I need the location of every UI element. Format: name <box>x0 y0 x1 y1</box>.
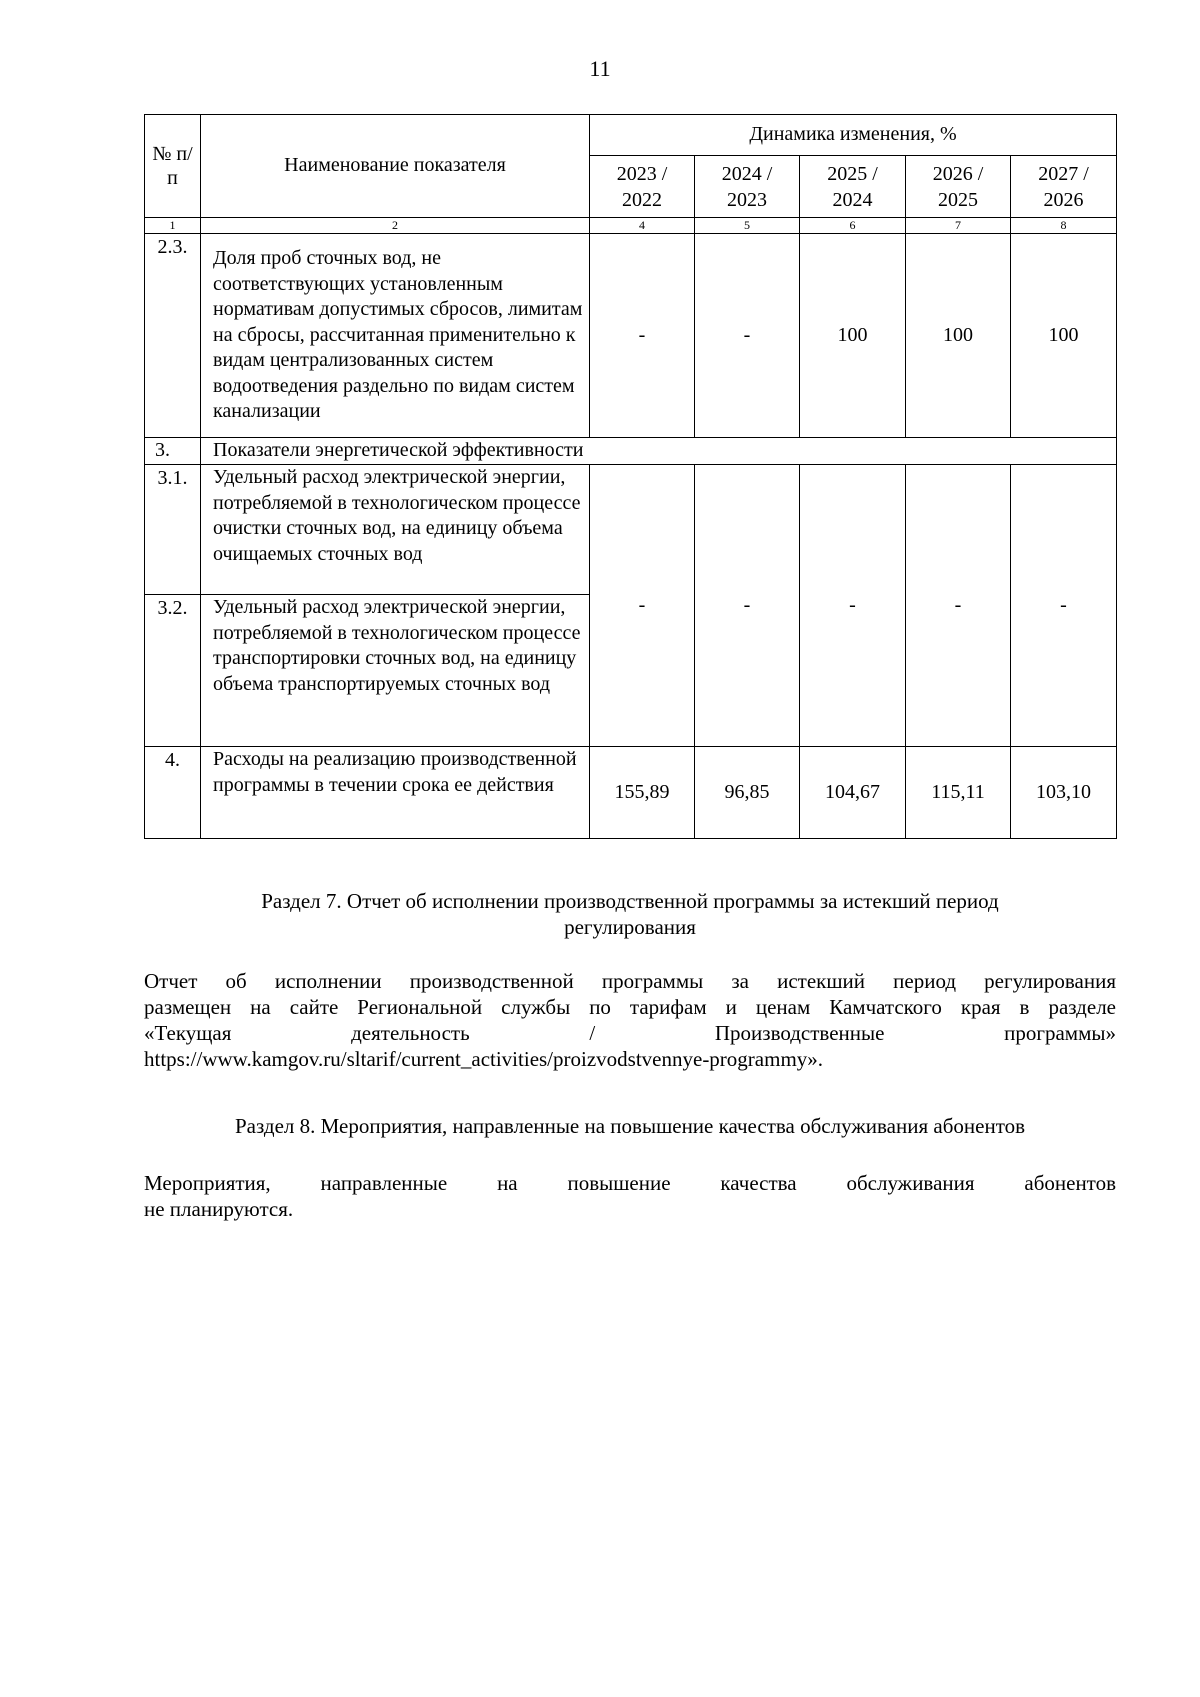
row-name: Расходы на реализацию производственной программы в течении срока ее действия <box>201 747 590 839</box>
column-index: 1 <box>145 218 201 234</box>
column-index: 7 <box>906 218 1011 234</box>
row-value: - <box>800 465 906 747</box>
table-row <box>145 465 1117 595</box>
header-name: Наименование показателя <box>201 115 590 218</box>
table-section-row <box>145 438 1117 465</box>
row-name: Доля проб сточных вод, не соответствующих установленным нормативам допустимых сбросов, лимитам на сбросы, рассчитанная применительно к видам централизованных систем водоотведения раздельно по видам систем канализации <box>201 234 590 438</box>
indicators-table <box>144 114 1117 839</box>
row-value: - <box>695 465 800 747</box>
column-index: 6 <box>800 218 906 234</box>
column-index: 5 <box>695 218 800 234</box>
row-name: Удельный расход электрической энергии, потребляемой в технологическом процессе транспортировки сточных вод, на единицу объема транспортируемых сточных вод <box>201 595 590 747</box>
row-value: - <box>906 465 1011 747</box>
row-value: 104,67 <box>800 747 906 839</box>
table-row <box>145 747 1117 839</box>
header-year: 2025 / 2024 <box>800 156 906 218</box>
header-year: 2024 / 2023 <box>695 156 800 218</box>
section-title: Показатели энергетической эффективности <box>201 438 1117 465</box>
table-header-row <box>145 115 1117 156</box>
row-name: Удельный расход электрической энергии, потребляемой в технологическом процессе очистки сточных вод, на единицу объема очищаемых сточных вод <box>201 465 590 595</box>
section-7-paragraph: Отчет об исполнении производственной программы за истекший период регулирования размещен на сайте Региональной службы по тарифам и ценам Камчатского края в разделе «Текущая деятельность / Производственные программы» https://www.kamgov.ru/sltarif/current_activities/proizvodstvennye-programmy». <box>144 969 1116 1071</box>
header-dynamics: Динамика изменения, % <box>590 115 1117 156</box>
row-value: 103,10 <box>1011 747 1117 839</box>
row-value: 100 <box>800 234 906 438</box>
column-index: 2 <box>201 218 590 234</box>
section-8-heading: Раздел 8. Мероприятия, направленные на повышение качества обслуживания абонентов <box>234 1114 1026 1138</box>
table-row <box>145 234 1117 438</box>
header-year: 2023 / 2022 <box>590 156 695 218</box>
row-value: 100 <box>1011 234 1117 438</box>
row-number: 3.2. <box>145 595 201 747</box>
row-value: 100 <box>906 234 1011 438</box>
column-index: 8 <box>1011 218 1117 234</box>
row-value: - <box>590 234 695 438</box>
row-value: 155,89 <box>590 747 695 839</box>
row-number: 2.3. <box>145 234 201 438</box>
row-number: 3.1. <box>145 465 201 595</box>
row-value: - <box>1011 465 1117 747</box>
column-index: 4 <box>590 218 695 234</box>
header-year: 2027 / 2026 <box>1011 156 1117 218</box>
row-number: 4. <box>145 747 201 839</box>
section-8-paragraph: Мероприятия, направленные на повышение качества обслуживания абонентов не планируются. <box>144 1171 1116 1221</box>
row-number: 3. <box>145 438 201 465</box>
page-number: 11 <box>589 56 611 81</box>
header-num: № п/п <box>145 115 201 218</box>
header-year: 2026 / 2025 <box>906 156 1011 218</box>
row-value: 96,85 <box>695 747 800 839</box>
row-value: - <box>590 465 695 747</box>
row-value: - <box>695 234 800 438</box>
column-index-row <box>145 218 1117 234</box>
section-7-heading: Раздел 7. Отчет об исполнении производственной программы за истекший период регулирования <box>261 889 999 939</box>
row-value: 115,11 <box>906 747 1011 839</box>
